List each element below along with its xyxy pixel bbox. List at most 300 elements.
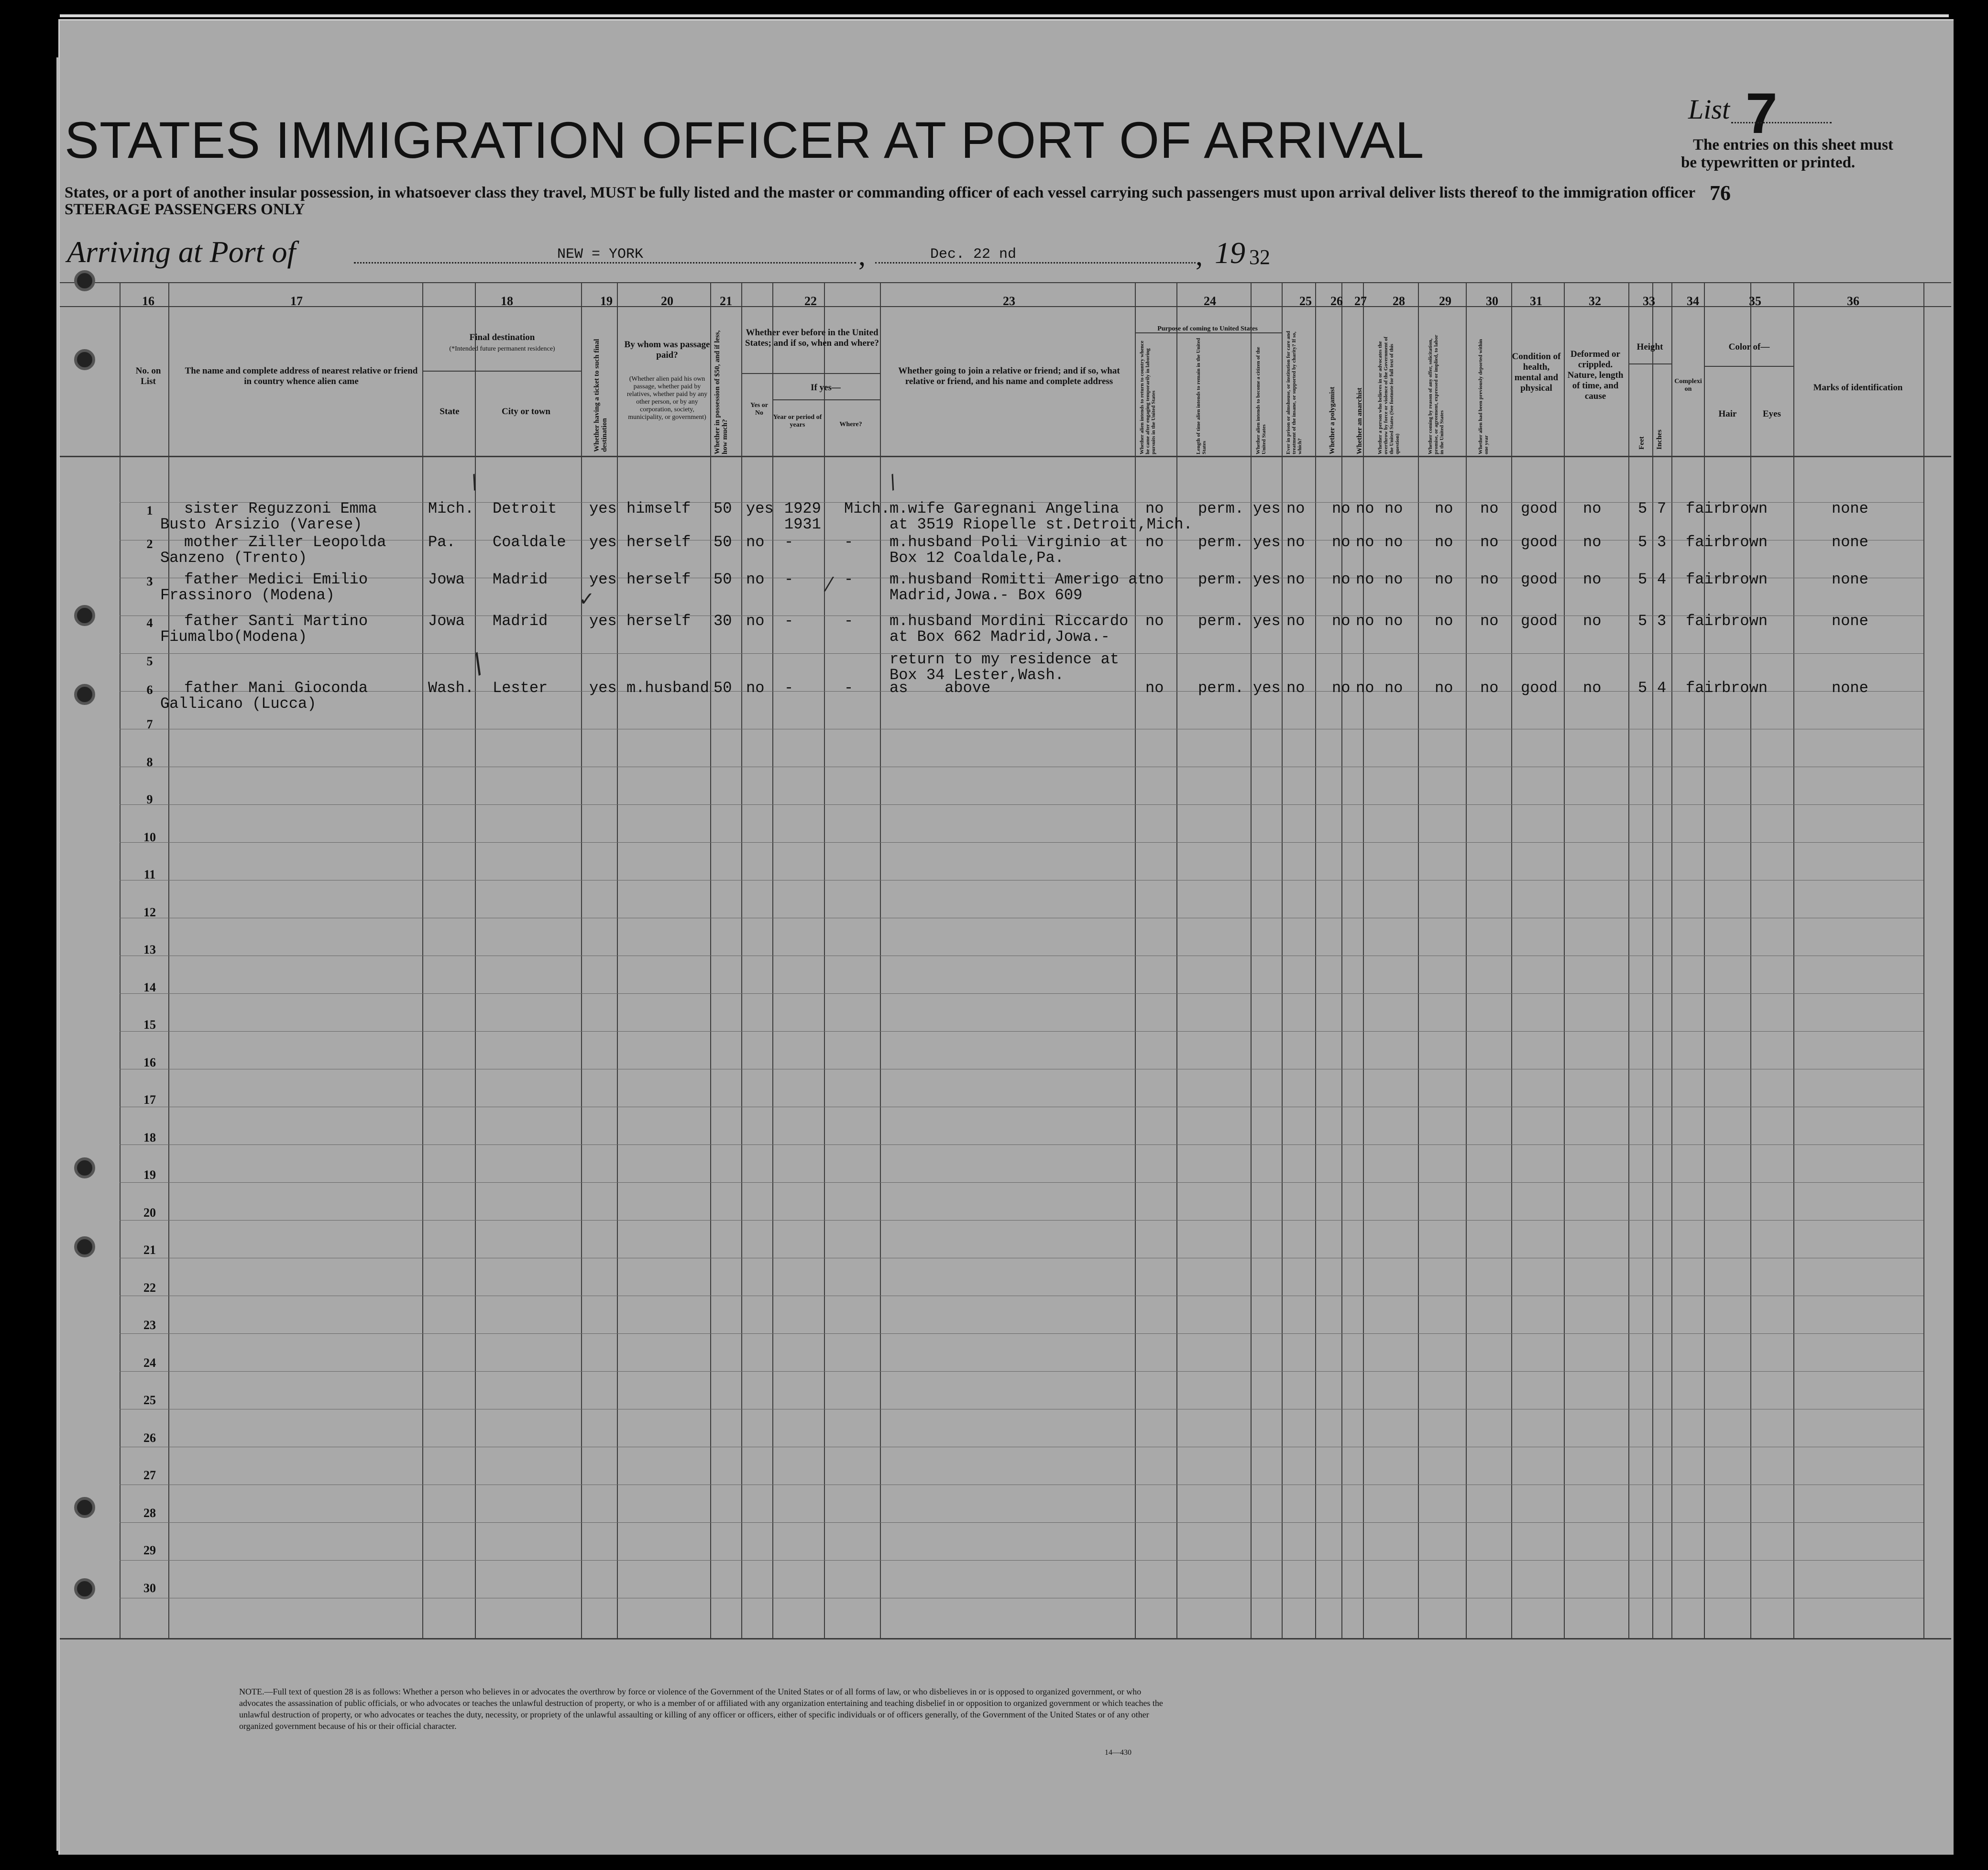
intends-citizenship: yes — [1253, 500, 1281, 517]
identification-marks: none — [1832, 533, 1868, 551]
sheet-number: 76 — [1710, 181, 1731, 205]
list-number: 7 — [1746, 81, 1778, 145]
row-rule — [120, 804, 1923, 805]
col-number: 32 — [1589, 294, 1601, 308]
joining-relative: m.husband Poli Virginio at — [890, 533, 1129, 551]
col-number: 23 — [1003, 294, 1015, 308]
row-number: 5 — [146, 654, 153, 668]
typed-entries-note: The entries on this sheet must — [1693, 136, 1893, 154]
hair-color: brown — [1722, 612, 1768, 630]
header-joining-relative: Whether going to join a relative or friend; and if so, what relative or friend, and his name and complete address — [898, 366, 1120, 386]
col-number: 21 — [720, 294, 732, 308]
column-divider — [1704, 282, 1705, 1638]
relative-name: father Medici Emilio — [184, 571, 368, 588]
row-number: 27 — [143, 1468, 156, 1482]
passage-paid-by: herself — [626, 533, 691, 551]
previously-in-us: no — [746, 571, 765, 588]
header-height: Height — [1637, 342, 1663, 352]
period-years: 1931 — [784, 516, 821, 533]
period-years: - — [784, 612, 794, 630]
column-divider — [1564, 282, 1565, 1638]
header-purpose: Purpose of coming to United States — [1157, 325, 1258, 332]
header-feet: Feet — [1638, 436, 1646, 450]
column-divider — [120, 282, 121, 1638]
destination-state: Wash. — [428, 679, 474, 697]
intends-return: no — [1145, 679, 1164, 697]
money-amount: 50 — [714, 500, 732, 517]
header-if-yes: If yes— — [811, 383, 841, 393]
row-number: 19 — [143, 1168, 156, 1182]
joining-relative: m.wife Garegnani Angelina — [890, 500, 1120, 517]
ticket-value: yes — [589, 500, 617, 517]
column-divider — [1793, 282, 1794, 1638]
complexion-value: fair — [1686, 500, 1723, 517]
height-inches: 3 — [1657, 612, 1667, 630]
row-rule — [120, 691, 1923, 692]
relative-address: Fiumalbo(Modena) — [160, 628, 308, 646]
destination-state: Jowa — [428, 571, 465, 588]
header-condition: Condition of health, mental and physical — [1512, 352, 1561, 393]
column-divider — [1671, 282, 1672, 1638]
row-number: 25 — [143, 1393, 156, 1407]
row-number: 15 — [143, 1018, 156, 1032]
arriving-port-label: Arriving at Port of — [67, 235, 296, 269]
relative-address: Frassinoro (Modena) — [160, 586, 335, 604]
joining-relative: as above — [890, 679, 991, 697]
money-amount: 30 — [714, 612, 732, 630]
relative-name: mother Ziller Leopolda — [184, 533, 386, 551]
height-feet: 5 — [1638, 571, 1648, 588]
col-number: 34 — [1687, 294, 1699, 308]
destination-state: Mich. — [428, 500, 474, 517]
row-rule — [120, 993, 1923, 994]
destination-city: Madrid — [493, 612, 548, 630]
previous-location: - — [844, 533, 854, 551]
col-number: 16 — [142, 294, 154, 308]
deported-answer: no — [1480, 679, 1499, 697]
column-divider — [1135, 282, 1136, 1638]
previous-location: - — [844, 571, 854, 588]
destination-state: Jowa — [428, 612, 465, 630]
identification-marks: none — [1832, 612, 1868, 630]
header-final-destination: Final destination — [469, 332, 535, 342]
year-suffix: 32 — [1249, 245, 1270, 269]
header-ticket: Whether having a ticket to such final destination — [593, 339, 608, 452]
relative-address: Sanzeno (Trento) — [160, 549, 308, 567]
length-of-stay: perm. — [1198, 533, 1244, 551]
page-title: STATES IMMIGRATION OFFICER AT PORT OF ARRIVAL — [65, 111, 1425, 169]
height-inches: 7 — [1657, 500, 1667, 517]
header-prison: Ever in prison or almshouse, or institution for care and treatment of the insane, or supported by charity? If so, which? — [1285, 330, 1303, 454]
deported-answer: no — [1480, 571, 1499, 588]
row-number: 26 — [143, 1430, 156, 1445]
header-period: Year or period of years — [773, 414, 822, 429]
complexion-value: fair — [1686, 533, 1723, 551]
height-feet: 5 — [1638, 500, 1648, 517]
length-of-stay: perm. — [1198, 500, 1244, 517]
binder-hole — [74, 1157, 95, 1178]
destination-state: Pa. — [428, 533, 456, 551]
header-purpose-length: Length of time alien intends to remain in the United States — [1196, 338, 1207, 454]
previous-location: - — [844, 612, 854, 630]
relative-address: Gallicano (Lucca) — [160, 695, 317, 713]
table-border — [741, 373, 880, 374]
row-number: 24 — [143, 1355, 156, 1370]
row-number: 8 — [146, 755, 153, 769]
passage-paid-by: m.husband — [626, 679, 709, 697]
row-number: 12 — [143, 905, 156, 919]
col-number: 25 — [1299, 294, 1312, 308]
row-number: 23 — [143, 1318, 156, 1332]
deformed-answer: no — [1583, 533, 1602, 551]
header-relative-address: The name and complete address of nearest relative or friend in country whence alien came — [185, 366, 418, 386]
row-number: 28 — [143, 1506, 156, 1520]
check-mark: / — [467, 471, 481, 494]
column-divider — [1652, 282, 1653, 1638]
row-number: 22 — [143, 1280, 156, 1295]
separator-comma: , — [858, 240, 866, 271]
health-condition: good — [1521, 533, 1558, 551]
question-29-answer: no — [1435, 533, 1453, 551]
anarchist-answer: no — [1356, 571, 1374, 588]
binder-hole — [74, 1236, 95, 1257]
deformed-answer: no — [1583, 571, 1602, 588]
height-inches: 4 — [1657, 679, 1667, 697]
stacked-page-edge — [56, 57, 59, 1851]
header-city: City or town — [501, 407, 551, 417]
col-number: 33 — [1643, 294, 1655, 308]
header-inches: Inches — [1656, 429, 1663, 450]
question-28-answer: no — [1384, 612, 1403, 630]
header-money: Whether in possession of $50, and if less, how much? — [714, 330, 729, 454]
header-question-28: Whether a person who believes in or advocates the overthrow by force or violence of the Government of the United States (See footnote for full text of this question) — [1377, 336, 1400, 454]
column-divider — [1341, 282, 1342, 1638]
intends-return: no — [1145, 533, 1164, 551]
destination-city: Madrid — [493, 571, 548, 588]
column-divider — [1628, 282, 1629, 1638]
period-years: - — [784, 571, 794, 588]
column-divider — [1418, 282, 1419, 1638]
row-number: 16 — [143, 1055, 156, 1069]
header-yes-no: Yes or No — [750, 402, 768, 417]
list-label: List — [1688, 94, 1730, 125]
polygamist-answer: no — [1332, 679, 1351, 697]
joining-relative: return to my residence at — [890, 650, 1120, 668]
previously-in-us: no — [746, 533, 765, 551]
port-value: NEW = YORK — [557, 246, 644, 263]
table-border — [1704, 366, 1793, 367]
ticket-value: yes — [589, 612, 617, 630]
instructions-text: States, or a port of another insular possession, in whatsoever class they travel, MUST be fully listed and the master or commanding officer of each vessel carrying such passengers must upon arrival deliver lists thereof to the immigration officer — [65, 184, 1696, 201]
column-divider — [1363, 282, 1364, 1638]
relative-address: Busto Arsizio (Varese) — [160, 516, 362, 533]
destination-city: Coaldale — [493, 533, 566, 551]
binder-hole — [74, 270, 95, 291]
money-amount: 50 — [714, 571, 732, 588]
check-mark: / — [467, 648, 489, 680]
col-number: 28 — [1393, 294, 1405, 308]
row-rule — [120, 1031, 1923, 1032]
column-divider — [1176, 282, 1177, 1638]
joining-relative: m.husband Mordini Riccardo — [890, 612, 1129, 630]
row-number: 4 — [146, 616, 153, 630]
anarchist-answer: no — [1356, 500, 1374, 517]
identification-marks: none — [1832, 679, 1868, 697]
deformed-answer: no — [1583, 500, 1602, 517]
hair-color: brown — [1722, 500, 1768, 517]
passage-paid-by: herself — [626, 612, 691, 630]
complexion-value: fair — [1686, 612, 1723, 630]
column-divider — [772, 282, 773, 1638]
joining-address: Box 12 Coaldale,Pa. — [890, 549, 1064, 567]
prison-answer: no — [1286, 533, 1305, 551]
row-number: 6 — [146, 683, 153, 697]
header-marks: Marks of identification — [1813, 383, 1903, 393]
question-28-answer: no — [1384, 679, 1403, 697]
passenger-class-label: STEERAGE PASSENGERS ONLY — [65, 201, 305, 218]
anarchist-answer: no — [1356, 533, 1374, 551]
col-number: 31 — [1530, 294, 1542, 308]
row-rule — [120, 842, 1923, 843]
column-divider — [581, 282, 582, 1638]
arrival-date: Dec. 22 nd — [930, 246, 1017, 263]
joining-address: at Box 662 Madrid,Jowa.- — [890, 628, 1110, 646]
check-mark: / — [886, 471, 900, 494]
hair-color: brown — [1722, 679, 1768, 697]
column-divider — [1466, 282, 1467, 1638]
previously-in-us: no — [746, 612, 765, 630]
header-final-destination-note: (*Intended future permanent residence) — [449, 345, 555, 352]
table-border — [772, 399, 880, 400]
header-purpose-citizen: Whether alien intends to become a citizen of the United States — [1255, 347, 1267, 454]
typed-entries-note: be typewritten or printed. — [1681, 154, 1856, 171]
length-of-stay: perm. — [1198, 612, 1244, 630]
header-purpose-return: Whether alien intends to return to country whence he came after engaging temporarily in laboring pursuits in the United States — [1139, 341, 1156, 454]
col-number: 36 — [1847, 294, 1859, 308]
form-number: 14—430 — [1105, 1749, 1131, 1757]
intends-citizenship: yes — [1253, 533, 1281, 551]
intends-citizenship: yes — [1253, 571, 1281, 588]
height-feet: 5 — [1638, 533, 1648, 551]
column-divider — [741, 282, 742, 1638]
question-29-answer: no — [1435, 500, 1453, 517]
header-before-in-us: Whether ever before in the United States; and if so, when and where? — [745, 328, 879, 348]
question-28-answer: no — [1384, 533, 1403, 551]
passage-paid-by: herself — [626, 571, 691, 588]
intends-return: no — [1145, 612, 1164, 630]
intends-return: no — [1145, 500, 1164, 517]
row-rule — [120, 1333, 1923, 1334]
ticket-value: yes — [589, 679, 617, 697]
intends-return: no — [1145, 571, 1164, 588]
table-border — [60, 282, 1951, 283]
header-complexion: Complexion — [1674, 378, 1702, 393]
height-inches: 4 — [1657, 571, 1667, 588]
header-polygamist: Whether a polygamist — [1329, 386, 1336, 454]
header-eyes: Eyes — [1763, 409, 1781, 419]
header-state: State — [439, 407, 460, 417]
identification-marks: none — [1832, 500, 1868, 517]
row-rule — [120, 1220, 1923, 1221]
previous-location: - — [844, 679, 854, 697]
list-underline — [1731, 122, 1832, 123]
question-29-answer: no — [1435, 612, 1453, 630]
row-number: 14 — [143, 980, 156, 994]
row-number: 29 — [143, 1543, 156, 1557]
deformed-answer: no — [1583, 612, 1602, 630]
table-border — [422, 371, 581, 372]
row-number: 18 — [143, 1130, 156, 1144]
column-divider — [1251, 282, 1252, 1638]
prison-answer: no — [1286, 612, 1305, 630]
period-years: - — [784, 533, 794, 551]
col-number: 18 — [501, 294, 513, 308]
previous-location: Mich. — [844, 500, 890, 517]
question-28-answer: no — [1384, 500, 1403, 517]
row-rule — [120, 1182, 1923, 1183]
relative-name: father Mani Gioconda — [184, 679, 368, 697]
header-where: Where? — [839, 421, 862, 428]
intends-citizenship: yes — [1253, 612, 1281, 630]
row-number: 30 — [143, 1581, 156, 1595]
col-number: 30 — [1486, 294, 1498, 308]
period-years: 1929 — [784, 500, 821, 517]
col-number: 20 — [661, 294, 673, 308]
header-paid-by: By whom was passage paid? — [624, 340, 710, 360]
health-condition: good — [1521, 500, 1558, 517]
row-rule — [120, 1560, 1923, 1561]
row-number: 2 — [146, 537, 153, 551]
col-number: 22 — [804, 294, 817, 308]
separator-comma: , — [1196, 240, 1203, 271]
column-divider — [1315, 282, 1316, 1638]
row-number: 7 — [146, 717, 153, 731]
binder-hole — [74, 1497, 95, 1518]
height-feet: 5 — [1638, 679, 1648, 697]
row-number: 9 — [146, 792, 153, 806]
column-divider — [880, 282, 881, 1638]
complexion-value: fair — [1686, 679, 1723, 697]
passage-paid-by: himself — [626, 500, 691, 517]
binder-hole — [74, 605, 95, 626]
col-number: 17 — [290, 294, 303, 308]
column-divider — [1511, 282, 1512, 1638]
footnote: NOTE.—Full text of question 28 is as follows: Whether a person who believes in or advocates the overthrow by force or violence of the Government of the United States or of all forms of law, or who disbelieves in or is opposed to organized government, or who advocates the assassination of public officials, or who advocates or teaches the unlawful destruction of property, or who is a member of or affiliated with any organization entertaining and teaching disbelief in or opposition to organized government or which teaches the unlawful destruction of property, or who advocates or teaches the duty, necessity, or propriety of the unlawful assaulting or killing of any officer or officers, either of specific individuals or of officers generally, of the Government of the United States or of any other organized government because of his or their official character. — [239, 1687, 1163, 1731]
joining-address: Box 34 Lester,Wash. — [890, 666, 1064, 684]
previously-in-us: no — [746, 679, 765, 697]
polygamist-answer: no — [1332, 533, 1351, 551]
row-rule — [120, 1522, 1923, 1523]
relative-name: father Santi Martino — [184, 612, 368, 630]
money-amount: 50 — [714, 679, 732, 697]
money-amount: 50 — [714, 533, 732, 551]
col-number: 19 — [600, 294, 613, 308]
header-question-29: Whether coming by reason of any offer, solicitation, promise, or agreement, expressed or implied, to labor in the United States — [1428, 335, 1445, 454]
header-color-of: Color of— — [1728, 342, 1770, 352]
destination-city: Detroit — [493, 500, 557, 517]
period-years: - — [784, 679, 794, 697]
hair-color: brown — [1722, 571, 1768, 588]
polygamist-answer: no — [1332, 571, 1351, 588]
row-number: 11 — [143, 868, 156, 881]
row-number: 20 — [143, 1205, 156, 1220]
question-28-answer: no — [1384, 571, 1403, 588]
column-divider — [1282, 282, 1283, 1638]
complexion-value: fair — [1686, 571, 1723, 588]
table-border — [60, 456, 1951, 457]
joining-address: at 3519 Riopelle st.Detroit,Mich. — [890, 516, 1193, 533]
header-deformed: Deformed or crippled. Nature, length of time, and cause — [1567, 349, 1624, 401]
column-divider — [422, 282, 423, 1638]
table-border — [60, 1638, 1951, 1639]
column-divider — [824, 282, 825, 1638]
header-paid-by-note: (Whether alien paid his own passage, whether paid by relatives, whether paid by any other person, or by any corporation, society, municipality, or government) — [626, 375, 708, 421]
deported-answer: no — [1480, 533, 1499, 551]
binder-hole — [74, 1578, 95, 1599]
column-divider — [1923, 282, 1924, 1638]
header-anarchist: Whether an anarchist — [1356, 387, 1363, 454]
hair-color: brown — [1722, 533, 1768, 551]
length-of-stay: perm. — [1198, 679, 1244, 697]
column-divider — [1750, 282, 1751, 1638]
previously-in-us: yes — [746, 500, 774, 517]
table-border — [1628, 363, 1671, 364]
row-number: 13 — [143, 943, 156, 957]
check-mark: ⁄ — [827, 574, 831, 596]
health-condition: good — [1521, 612, 1558, 630]
header-question-30: Whether alien had been previously deported within one year — [1478, 339, 1489, 454]
column-divider — [710, 282, 711, 1638]
deported-answer: no — [1480, 612, 1499, 630]
year-prefix: 19 — [1215, 236, 1245, 270]
binder-hole — [74, 349, 95, 370]
header-no-on-list: No. on List — [135, 366, 161, 386]
anarchist-answer: no — [1356, 612, 1374, 630]
check-mark: ✓ — [579, 588, 595, 610]
col-number: 27 — [1354, 294, 1367, 308]
row-number: 10 — [143, 830, 156, 844]
column-divider — [168, 282, 169, 1638]
col-number: 26 — [1330, 294, 1343, 308]
question-29-answer: no — [1435, 571, 1453, 588]
col-number: 24 — [1204, 294, 1216, 308]
deported-answer: no — [1480, 500, 1499, 517]
identification-marks: none — [1832, 571, 1868, 588]
row-number: 1 — [146, 504, 153, 517]
joining-address: Madrid,Jowa.- Box 609 — [890, 586, 1083, 604]
row-number: 17 — [143, 1093, 156, 1107]
question-29-answer: no — [1435, 679, 1453, 697]
prison-answer: no — [1286, 571, 1305, 588]
binder-hole — [74, 684, 95, 705]
height-inches: 3 — [1657, 533, 1667, 551]
row-rule — [120, 1371, 1923, 1372]
health-condition: good — [1521, 679, 1558, 697]
row-number: 21 — [143, 1243, 156, 1257]
date-underline — [875, 262, 1196, 264]
health-condition: good — [1521, 571, 1558, 588]
destination-city: Lester — [493, 679, 548, 697]
col-number: 35 — [1749, 294, 1761, 308]
relative-name: sister Reguzzoni Emma — [184, 500, 377, 517]
polygamist-answer: no — [1332, 612, 1351, 630]
polygamist-answer: no — [1332, 500, 1351, 517]
length-of-stay: perm. — [1198, 571, 1244, 588]
prison-answer: no — [1286, 500, 1305, 517]
deformed-answer: no — [1583, 679, 1602, 697]
intends-citizenship: yes — [1253, 679, 1281, 697]
col-number: 29 — [1439, 294, 1451, 308]
